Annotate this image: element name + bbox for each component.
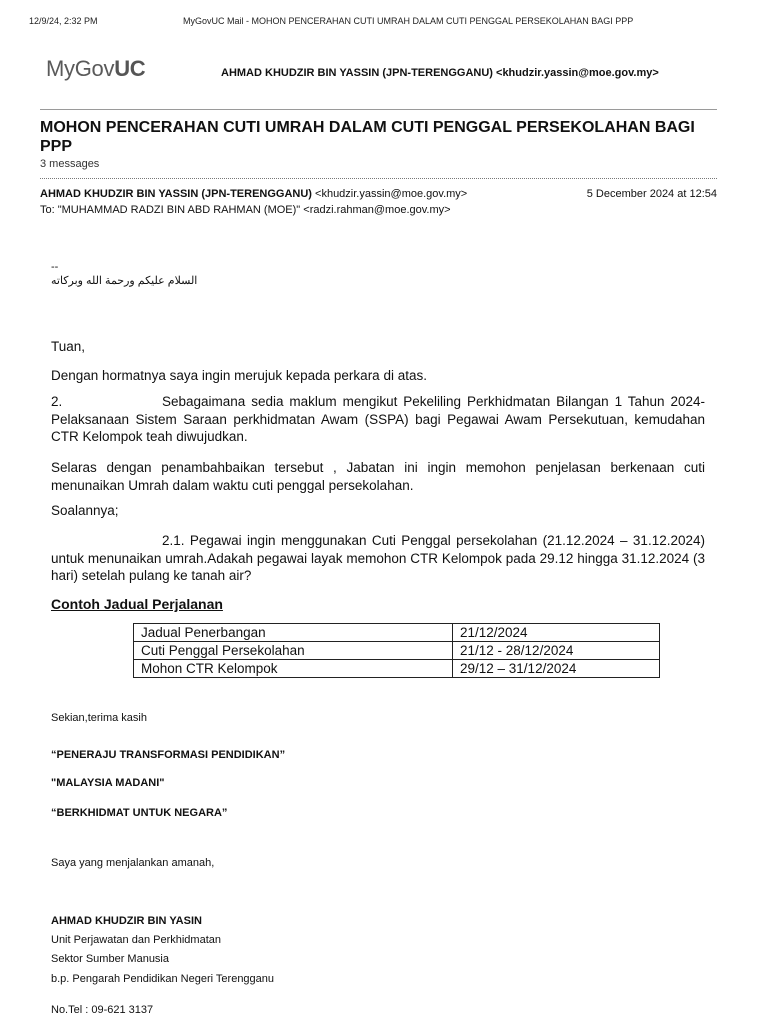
signature-unit: Unit Perjawatan dan Perkhidmatan: [51, 934, 221, 946]
paragraph-3: Selaras dengan penambahbaikan tersebut , Jabatan ini ingin memohon penjelasan berkenaan cuti menunaikan Umrah dalam waktu cuti penggal persekolahan.: [51, 460, 705, 493]
closing-amanah: Saya yang menjalankan amanah,: [51, 857, 215, 869]
sender-name: AHMAD KHUDZIR BIN YASSIN (JPN-TERENGGANU): [40, 188, 312, 200]
signature-phone: No.Tel : 09-621 3137: [51, 1004, 154, 1016]
account-identity: AHMAD KHUDZIR BIN YASSIN (JPN-TERENGGANU) <khudzir.yassin@moe.gov.my>: [221, 67, 659, 79]
table-cell: 21/12 - 28/12/2024: [453, 642, 660, 660]
print-title: MyGovUC Mail - MOHON PENCERAHAN CUTI UMRAH DALAM CUTI PENGGAL PERSEKOLAHAN BAGI PPP: [183, 16, 634, 26]
header-divider: [40, 109, 717, 110]
motto-1: “PENERAJU TRANSFORMASI PENDIDIKAN”: [51, 749, 286, 761]
signature-sector: Sektor Sumber Manusia: [51, 953, 169, 965]
thread-subject: MOHON PENCERAHAN CUTI UMRAH DALAM CUTI PENGGAL PERSEKOLAHAN BAGI PPP: [40, 119, 695, 155]
signature-name: AHMAD KHUDZIR BIN YASIN: [51, 915, 202, 927]
message-recipient: To: "MUHAMMAD RADZI BIN ABD RAHMAN (MOE)" <radzi.rahman@moe.gov.my>: [40, 204, 451, 216]
schedule-title: Contoh Jadual Perjalanan: [51, 596, 223, 612]
sender-email: <khudzir.yassin@moe.gov.my>: [311, 188, 468, 200]
paragraph-2: [51, 393, 705, 446]
table-cell: Mohon CTR Kelompok: [134, 660, 453, 678]
table-cell: 21/12/2024: [453, 624, 660, 642]
paragraph-2-number: 2.: [51, 394, 63, 409]
message-count: 3 messages: [40, 158, 100, 170]
table-row: [134, 624, 660, 642]
separator-dash: --: [51, 261, 59, 273]
question-label: Soalannya;: [51, 503, 119, 518]
table-cell: Jadual Penerbangan: [134, 624, 453, 642]
table-cell: 29/12 – 31/12/2024: [453, 660, 660, 678]
print-header: [29, 16, 749, 30]
motto-2: "MALAYSIA MADANI": [51, 777, 165, 789]
message-from: [40, 188, 467, 200]
message-date: 5 December 2024 at 12:54: [586, 188, 717, 200]
schedule-table: [133, 623, 660, 678]
table-row: [134, 642, 660, 660]
mygovuc-logo: [46, 56, 145, 82]
greeting: Tuan,: [51, 339, 86, 354]
closing-thanks: Sekian,terima kasih: [51, 712, 147, 724]
signature-on-behalf: b.p. Pengarah Pendidikan Negeri Terengganu: [51, 973, 275, 985]
motto-3: “BERKHIDMAT UNTUK NEGARA”: [51, 807, 228, 819]
paragraph-2-text: Sebagaimana sedia maklum mengikut Pekeliling Perkhidmatan Bilangan 1 Tahun 2024-Pelaksanaan Sistem Saraan perkhidmatan Awam (SSPA) bagi Pegawai Awam Persekutuan, kemudahan CTR Kelompok teah diwujudkan.: [51, 394, 705, 444]
logo-text-uc: UC: [114, 56, 146, 81]
arabic-greeting: السلام عليكم ورحمة الله وبركاته: [51, 275, 198, 287]
print-datetime: 12/9/24, 2:32 PM: [29, 16, 98, 26]
table-cell: Cuti Penggal Persekolahan: [134, 642, 453, 660]
message-divider: [40, 178, 717, 179]
table-row: [134, 660, 660, 678]
question-text: 2.1. Pegawai ingin menggunakan Cuti Penggal persekolahan (21.12.2024 – 31.12.2024) untuk menunaikan umrah.Adakah pegawai layak memohon CTR Kelompok pada 29.12 hingga 31.12.2024 (3 hari) setelah pulang ke tanah air?: [51, 533, 705, 583]
intro-paragraph: Dengan hormatnya saya ingin merujuk kepada perkara di atas.: [51, 368, 427, 383]
logo-text-mygov: MyGov: [46, 56, 115, 81]
